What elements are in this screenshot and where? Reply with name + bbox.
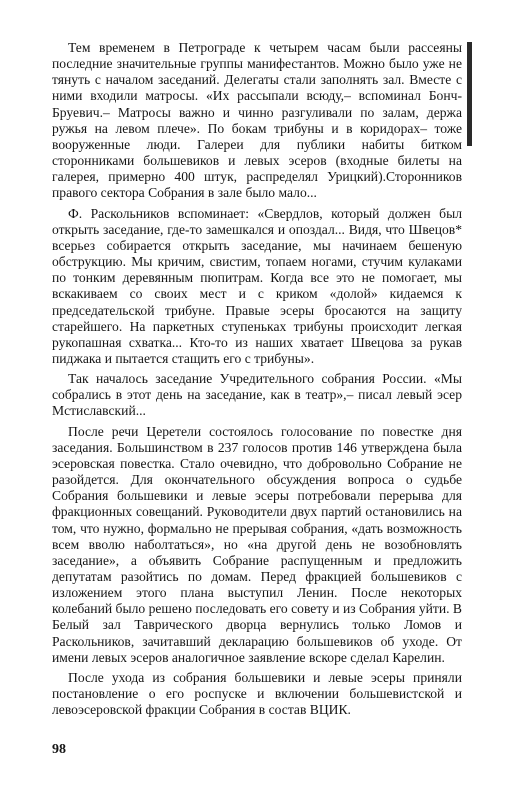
page-number: 98: [52, 742, 66, 757]
scan-edge-mark: [467, 42, 472, 146]
paragraph-5: После ухода из собрания большевики и левые эсеры приняли постановление о его роспуске и включении большевистской и левоэсеровской фракции Собрания в состав ВЦИК.: [52, 669, 462, 718]
paragraph-1: Тем временем в Петрограде к четырем часам были рассеяны последние значительные группы манифестантов. Можно было уже не тянуть с началом заседаний. Делегаты стали заполнять зал. Вместе с ними входили матросы. «Их рассыпали всюду,– вспоминал Бонч-Бруевич.– Матросы важно и чинно разгуливали по залам, держа ружья на левом плече». По бокам трибуны и в коридорах– тоже вооруженные люди. Галереи для публики набиты битком сторонниками большевиков и левых эсеров (входные билеты на галерея, примерно 400 штук, распределял Урицкий).Сторонников правого сектора Собрания в зале было мало...: [52, 40, 462, 201]
body-text: [52, 40, 462, 722]
paragraph-4: После речи Церетели состоялось голосование по повестке дня заседания. Большинством в 237 голосов против 146 утверждена была эсеровская повестка. Стало очевидно, что добровольно Собрание не разойдется. Для окончательного обсуждения вопроса о судьбе Собрания большевики и левые эсеры потребовали перерыва для фракционных совещаний. Руководители двух партий остановились на том, что нужно, формально не прерывая собрания, «дать возможность всем вволю наболтаться», но «на другой день не возобновлять заседание», а объявить Собрание распущенным и предложить депутатам разойтись по домам. Перед фракцией большевиков с изложением этого плана выступил Ленин. После некоторых колебаний было решено последовать его совету и из Собрания уйти. В Белый зал Таврического дворца вернулись только Ломов и Раскольников, зачитавший декларацию большевиков об уходе. От имени левых эсеров аналогичное заявление вскоре сделал Карелин.: [52, 423, 462, 665]
paragraph-2: Ф. Раскольников вспоминает: «Свердлов, который должен был открыть заседание, где-то замешкался и опоздал... Видя, что Швецов* всерьез собирается открыть заседание, мы начинаем бешеную обструкцию. Мы кричим, свистим, топаем ногами, стучим кулаками по тонким деревянным пюпитрам. Когда все это не помогает, мы вскакиваем со своих мест и с криком «долой» кидаемся к председательской трибуне. Правые эсеры бросаются на защиту старейшего. На паркетных ступеньках трибуны происходит легкая рукопашная схватка... Кто-то из наших хватает Швецова за рукав пиджака и пытается стащить его с трибуны».: [52, 205, 462, 366]
paragraph-3: Так началось заседание Учредительного собрания России. «Мы собрались в этот день на заседание, как в театр»,– писал левый эсер Мстиславский...: [52, 371, 462, 419]
